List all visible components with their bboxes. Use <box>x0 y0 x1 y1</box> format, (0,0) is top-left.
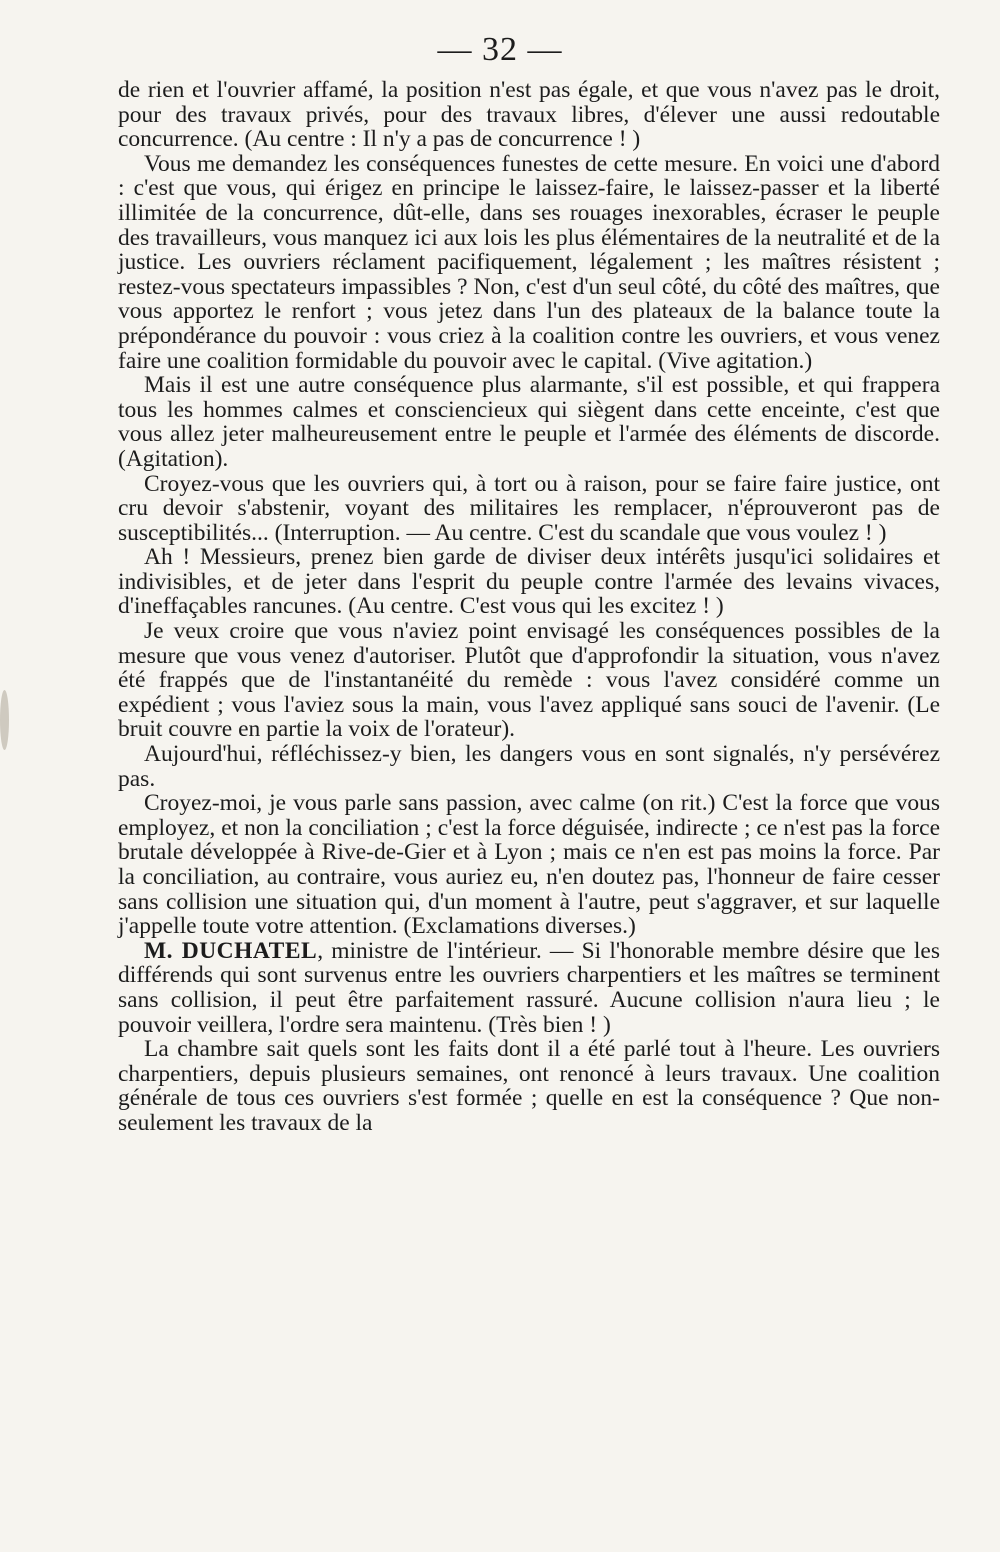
scan-ink-mark <box>0 690 9 750</box>
speaker-name: M. DUCHATEL <box>144 937 318 964</box>
paragraph: Mais il est une autre conséquence plus alarmante, s'il est possible, et qui frappera tous les hommes calmes et consciencieux qui siègent dans cette enceinte, c'est que vous allez jeter malheureusement entre le peuple et l'armée des éléments de discorde. (Agitation). <box>118 372 940 472</box>
body-text <box>118 78 940 1136</box>
paragraph: Ah ! Messieurs, prenez bien garde de diviser deux intérêts jusqu'ici solidaires et indivisibles, et de jeter dans l'esprit du peuple contre l'armée des levains vivaces, d'ineffaçables rancunes. (Au centre. C'est vous qui les excitez ! ) <box>118 544 940 620</box>
paragraph: Je veux croire que vous n'aviez point envisagé les conséquences possibles de la mesure que vous venez d'autoriser. Plutôt que d'approfondir la situation, vous n'avez été frappés que de l'instantanéité du remède : vous l'avez considéré comme un expédient ; vous l'aviez sous la main, vous l'avez appliqué sans souci de l'avenir. (Le bruit couvre en partie la voix de l'orateur). <box>118 618 940 743</box>
page-number: — 32 — <box>437 31 563 68</box>
paragraph: Croyez-moi, je vous parle sans passion, avec calme (on rit.) C'est la force que vous employez, et non la conciliation ; c'est la force déguisée, indirecte ; ce n'est pas la force brutale développée à Rive-de-Gier et à Lyon ; mais ce n'en est pas moins la force. Par la conciliation, au contraire, vous auriez eu, n'en doutez pas, l'honneur de faire cesser sans collision une situation qui, d'un moment à l'autre, peut s'aggraver, et sur laquelle j'appelle toute votre attention. (Exclamations diverses.) <box>118 790 940 940</box>
paragraph: de rien et l'ouvrier affamé, la position n'est pas égale, et que vous n'avez pas le droit, pour des travaux privés, pour des travaux libres, d'élever une aussi redoutable concurrence. (Au centre : Il n'y a pas de concurrence ! ) <box>118 77 940 153</box>
speech-paragraph <box>118 939 940 1037</box>
paragraph: Croyez-vous que les ouvriers qui, à tort ou à raison, pour se faire faire justice, ont cru devoir s'abstenir, voyant des militaires les remplacer, n'éprouveront pas de susceptibilités... (Interruption. — Au centre. C'est du scandale que vous voulez ! ) <box>118 470 940 546</box>
paragraph: La chambre sait quels sont les faits dont il a été parlé tout à l'heure. Les ouvriers charpentiers, depuis plusieurs semaines, ont renoncé à leurs travaux. Une coalition générale de tous ces ouvriers s'est formée ; quelle en est la conséquence ? Que non-seulement les travaux de la <box>118 1036 940 1136</box>
paragraph: Vous me demandez les conséquences funestes de cette mesure. En voici une d'abord : c'est que vous, qui érigez en principe le laissez-faire, le laissez-passer et la liberté illimitée de la concurrence, dût-elle, dans ses rouages inexorables, écraser le peuple des travailleurs, vous manquez ici aux lois les plus élémentaires de la neutralité et de la justice. Les ouvriers réclament pacifiquement, légalement ; les maîtres résistent ; restez-vous spectateurs impassibles ? Non, c'est d'un seul côté, du côté des maîtres, que vous apportez le renfort ; vous jetez dans l'un des plateaux de la balance toute la prépondérance du pouvoir : vous criez à la coalition contre les ouvriers, et vous venez faire une coalition formidable du pouvoir avec le capital. (Vive agitation.) <box>118 150 940 374</box>
paragraph: Aujourd'hui, réfléchissez-y bien, les dangers vous en sont signalés, n'y persévérez pas. <box>118 741 940 792</box>
speech-text: , ministre de l'intérieur. — Si l'honorable membre désire que les différends qui sont survenus entre les ouvriers charpentiers et les maîtres se terminent sans collision, il peut être parfaitement rassuré. Aucune collision n'aura lieu ; le pouvoir veillera, l'ordre sera maintenu. (Très bien ! ) <box>118 937 941 1038</box>
